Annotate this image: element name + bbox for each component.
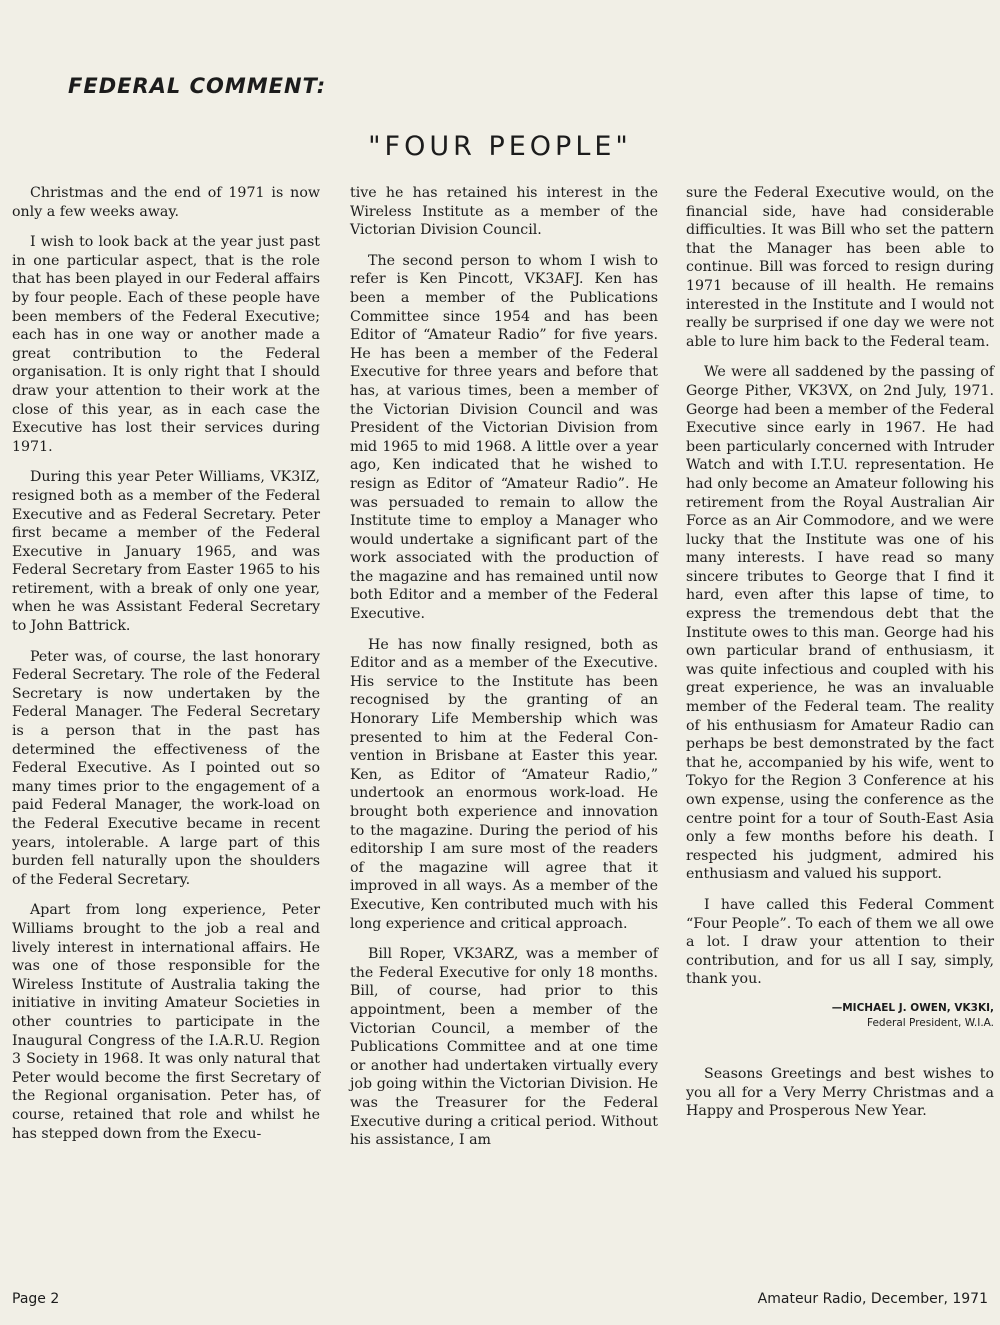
page-number: Page 2 bbox=[12, 1291, 60, 1307]
paragraph: tive he has retained his interest in the Wireless Institute as a member of the Victorian Division Council. bbox=[350, 185, 658, 239]
article-title: "FOUR PEOPLE" bbox=[368, 131, 632, 163]
paragraph: sure the Federal Executive would, on the financial side, have had considerable difficulties. It was Bill who set the pattern that the Manager has been able to continue. Bill was forced to resign during 1971 because of ill health. He remains interested in the Institute and I would not really be surprised if one day we were not able to lure him back to the Federal team. bbox=[686, 185, 994, 350]
paragraph: He has now finally resigned, both as Editor and as a member of the Executive. His service to the Institute has been recognised by the granting of an Honorary Life Membership which was presented to him at the Federal Convention in Brisbane at Easter this year. Ken, as Editor of “Amateur Radio,” undertook an enormous work-load. He brought both experience and innovation to the magazine. During the period of his editorship I am sure most of the readers of the magazine will agree that it improved in all ways. As a member of the Executive, Ken contributed much with his long experience and critical approach. bbox=[350, 636, 658, 932]
column-2 bbox=[350, 184, 658, 1162]
paragraph: During this year Peter Williams, VK3IZ, resigned both as a member of the Federal Executive and as Federal Secretary. Peter first became a member of the Federal Executive in January 1965, and was Federal Secretary from Easter 1965 to his retirement, with a break of only one year, when he was Assistant Federal Secretary to John Battrick. bbox=[12, 469, 320, 635]
paragraph: Apart from long experience, Peter Williams brought to the job a real and lively interest in international affairs. He was one of those responsible for the Wireless Institute of Australia taking the initiative in inviting Amateur Societies in other countries to participate in the Inaugural Congress of the I.A.R.U. Region 3 Society in 1968. It was only natural that Peter would become the first Secretary of the Regional organisation. Peter has, of course, retained that role and whilst he has stepped down from the Execu- bbox=[12, 902, 320, 1142]
paragraph: We were all saddened by the passing of George Pither, VK3VX, on 2nd July, 1971. George had been a member of the Federal Executive since early in 1967. He had been particularly concerned with Intruder Watch and with I.T.U. representation. He had only become an Amateur following his retirement from the Royal Australian Air Force as an Air Commodore, and we were lucky that the Institute was one of his many interests. I have read so many sincere tributes to George that I find it hard, even after this lapse of time, to express the tremendous debt that the Institute owes to this man. George had his own particular brand of enthusiasm, it was quite infectious and coupled with his great experience, he was an invaluable member of the Federal team. The reality of his enthusiasm for Amateur Radio can perhaps be best demonstrated by the fact that he, accompanied by his wife, went to Tokyo for the Region 3 Conference at his own expense, using the conference as the centre point for a tour of South-East Asia only a few months before his death. I respected his judgment, admired his enthusiasm and valued his support. bbox=[686, 364, 994, 883]
paragraph: The second person to whom I wish to refer is Ken Pincott, VK3AFJ. Ken has been a member of the Publications Committee since 1954 and has been Editor of “Amateur Radio” for five years. He has been a member of the Federal Executive for three years and before that has, at various times, been a member of the Victorian Division Council and was President of the Victorian Division from mid 1965 to mid 1968. A little over a year ago, Ken indicated that he wished to resign as Editor of “Amateur Radio”. He was persuaded to remain to allow the Institute time to employ a Manager who would undertake a significant part of the work associated with the production of the magazine and has remained until now both Editor and a member of the Federal Executive. bbox=[350, 252, 658, 623]
section-label: FEDERAL COMMENT: bbox=[68, 74, 327, 98]
paragraph: Christmas and the end of 1971 is now only a few weeks away. bbox=[12, 185, 320, 220]
paragraph: I have called this Federal Comment “Four People”. To each of them we all owe a lot. I draw your attention to their contribution, and for us all I say, simply, thank you. bbox=[686, 896, 994, 988]
paragraph: I wish to look back at the year just past in one particular aspect, that is the role that has been played in our Federal affairs by four people. Each of these people have been members of the Federal Executive; each has in one way or another made a great contribution to the Federal organisation. It is only right that I should draw your attention to their work at the close of this year, as in each case the Executive has lost their services during 1971. bbox=[12, 234, 320, 455]
column-1 bbox=[12, 184, 320, 1155]
paragraph: Bill Roper, VK3ARZ, was a member of the Federal Executive for only 18 months. Bill, of course, had prior to this appointment, been a member of the Victorian Council, a member of the Publications Committee and at one time or another had undertaken virtually every job going within the Victorian Division. He was the Treasurer for the Federal Executive during a critical period. Without his assistance, I am bbox=[350, 946, 658, 1149]
signature-title: Federal President, W.I.A. bbox=[867, 1016, 994, 1029]
column-3 bbox=[686, 184, 994, 1133]
closing-greeting: Seasons Greetings and best wishes to you all for a Very Merry Christmas and a Happy and Prosperous New Year. bbox=[686, 1065, 994, 1120]
paragraph: Peter was, of course, the last honorary Federal Secretary. The role of the Federal Secretary is now undertaken by the Federal Manager. The Federal Secretary is a person that in the past has determined the effectiveness of the Federal Executive. As I pointed out so many times prior to the engagement of a paid Federal Manager, the work-load on the Federal Executive became in recent years, intolerable. A large part of this burden fell naturally upon the shoulders of the Federal Secretary. bbox=[12, 648, 320, 888]
signature-name: —MICHAEL J. OWEN, VK3KI, bbox=[831, 1001, 994, 1014]
signature bbox=[686, 1001, 994, 1031]
publication-info: Amateur Radio, December, 1971 bbox=[757, 1291, 988, 1307]
